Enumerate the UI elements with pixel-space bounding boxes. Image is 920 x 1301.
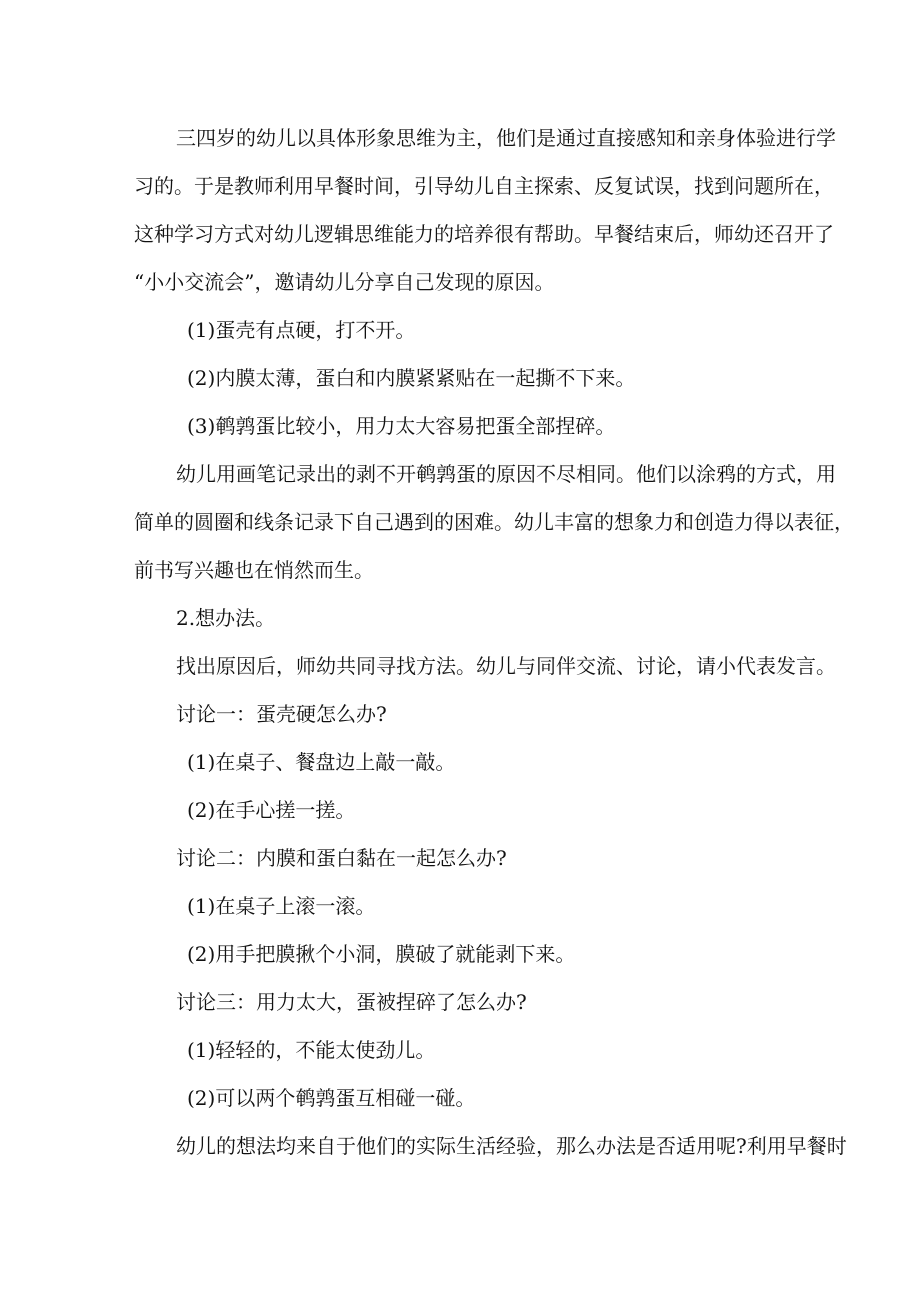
- list-item: (1)蛋壳有点硬，打不开。: [187, 318, 416, 342]
- discussion-title: 讨论一：蛋壳硬怎么办?: [176, 702, 387, 726]
- paragraph-line: 幼儿用画笔记录出的剥不开鹌鹑蛋的原因不尽相同。他们以涂鸦的方式，用: [176, 462, 836, 486]
- list-item: (2)在手心搓一搓。: [187, 798, 356, 822]
- closing-line: 幼儿的想法均来自于他们的实际生活经验，那么办法是否适用呢?利用早餐时: [176, 1134, 847, 1158]
- section-intro: 找出原因后，师幼共同寻找方法。幼儿与同伴交流、讨论，请小代表发言。: [176, 654, 836, 678]
- list-item: (2)可以两个鹌鹑蛋互相碰一碰。: [187, 1086, 476, 1110]
- paragraph-line: 这种学习方式对幼儿逻辑思维能力的培养很有帮助。早餐结束后，师幼还召开了: [134, 222, 834, 246]
- list-item: (1)在桌子上滚一滚。: [187, 894, 376, 918]
- list-item: (2)用手把膜揪个小洞，膜破了就能剥下来。: [187, 942, 576, 966]
- list-item: (1)轻轻的，不能太使劲儿。: [187, 1038, 436, 1062]
- paragraph-line: 三四岁的幼儿以具体形象思维为主，他们是通过直接感知和亲身体验进行学: [176, 126, 836, 150]
- paragraph-line: “小小交流会”，邀请幼儿分享自己发现的原因。: [134, 270, 555, 294]
- list-item: (2)内膜太薄，蛋白和内膜紧紧贴在一起撕不下来。: [187, 366, 636, 390]
- list-item: (1)在桌子、餐盘边上敲一敲。: [187, 750, 456, 774]
- discussion-title: 讨论二：内膜和蛋白黏在一起怎么办?: [176, 846, 507, 870]
- paragraph-line: 简单的圆圈和线条记录下自己遇到的困难。幼儿丰富的想象力和创造力得以表征，: [134, 510, 854, 534]
- list-item: (3)鹌鹑蛋比较小，用力太大容易把蛋全部捏碎。: [187, 414, 616, 438]
- discussion-title: 讨论三：用力太大，蛋被捏碎了怎么办?: [176, 990, 527, 1014]
- paragraph-line: 习的。于是教师利用早餐时间，引导幼儿自主探索、反复试误，找到问题所在，: [134, 174, 834, 198]
- paragraph-line: 前书写兴趣也在悄然而生。: [134, 558, 374, 582]
- section-heading: 2.想办法。: [176, 606, 276, 630]
